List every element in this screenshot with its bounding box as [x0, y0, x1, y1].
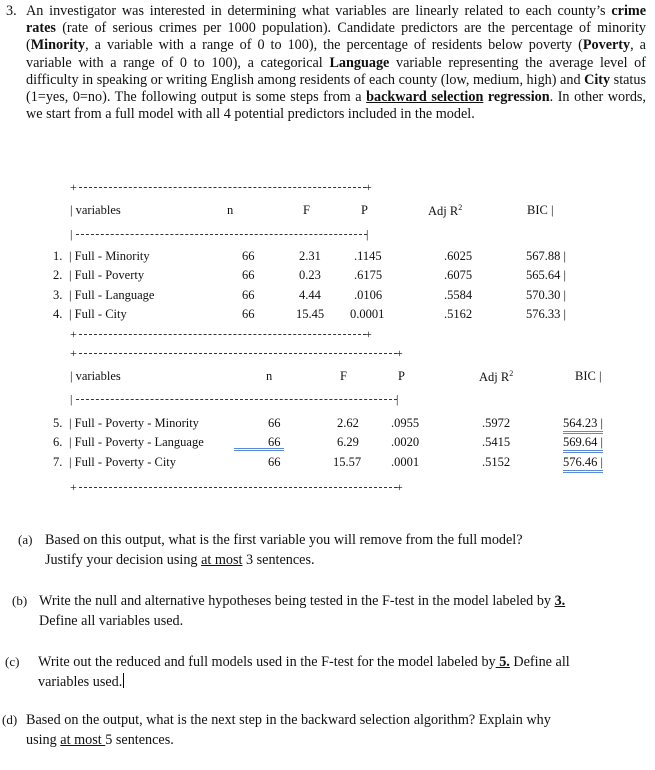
table1-top-border — [79, 187, 366, 188]
problem-statement — [6, 3, 646, 123]
problem-number: 3. — [6, 3, 17, 19]
question-d: (d) Based on the output, what is the next step in the backward selection algorithm? Explain why using at most 5 sentences. — [2, 712, 551, 748]
table2-header-bic: BIC | — [575, 369, 602, 383]
table1-header-bic: BIC | — [527, 203, 554, 217]
table1-corner: + — [365, 180, 372, 194]
table1-bottom-border — [79, 334, 366, 335]
question-d-label: (d) — [2, 712, 18, 727]
table2-header-adjr2: Adj $R^2$ — [479, 369, 514, 385]
table2-header-n: n — [266, 369, 273, 383]
minority-term: Minority — [30, 37, 86, 54]
table2-header-rule — [76, 399, 397, 400]
table1-header-rule — [76, 234, 367, 235]
question-a-label: (a) — [18, 532, 33, 547]
table2-header-variables: | variables — [70, 369, 121, 383]
table2-header-f: F — [340, 369, 347, 383]
table2-header-p: P — [398, 369, 405, 383]
question-b: (b) Write the null and alternative hypotheses being tested in the F-test in the model labeled by 3. Define all variables used. — [12, 593, 566, 629]
problem-text: An investigator was interested in determining what variables are linearly related to each county’s crime rates (rate of serious crimes per 1000 population). Candidate predictors are the percentage of minority (Minority, a variable with a range of 0 to 100), the percentage of residents below poverty (Poverty, a variable with a range of 0 to 100), a categorical Language variable representing the average level of difficulty in speaking or writing English among residents of each county (low, medium, high) and City status (1=yes, 0=no). The following output is some steps from a backward selection regression. In other words, we start from a full model with all 4 potential predictors included in the model. — [26, 3, 647, 123]
poverty-term: Poverty — [582, 37, 631, 54]
city-term: City — [584, 71, 611, 88]
question-a: (a) Based on this output, what is the first variable you will remove from the full model? Justify your decision using at most 3 sentences. — [18, 532, 523, 568]
table2-bottom-border — [79, 487, 397, 488]
question-c: (c) Write out the reduced and full models used in the F-test for the model labeled by 5. Define all variables used. — [5, 654, 570, 690]
crime-rates-term: crime rates — [26, 3, 646, 37]
table1-header-p: P — [361, 203, 368, 217]
text-cursor — [123, 673, 124, 688]
table1-corner: + — [70, 180, 77, 194]
table1-header-f: F — [303, 203, 310, 217]
question-c-label: (c) — [5, 654, 20, 669]
table1-header-variables: | variables — [70, 203, 121, 217]
table1-header-n: n — [227, 203, 234, 217]
table1-header-adjr2: Adj $R^2$ — [428, 203, 463, 219]
question-b-label: (b) — [12, 593, 28, 608]
language-term: Language — [329, 54, 390, 71]
backward-selection-term: backward selection — [366, 89, 484, 106]
table2-top-border — [79, 353, 397, 354]
